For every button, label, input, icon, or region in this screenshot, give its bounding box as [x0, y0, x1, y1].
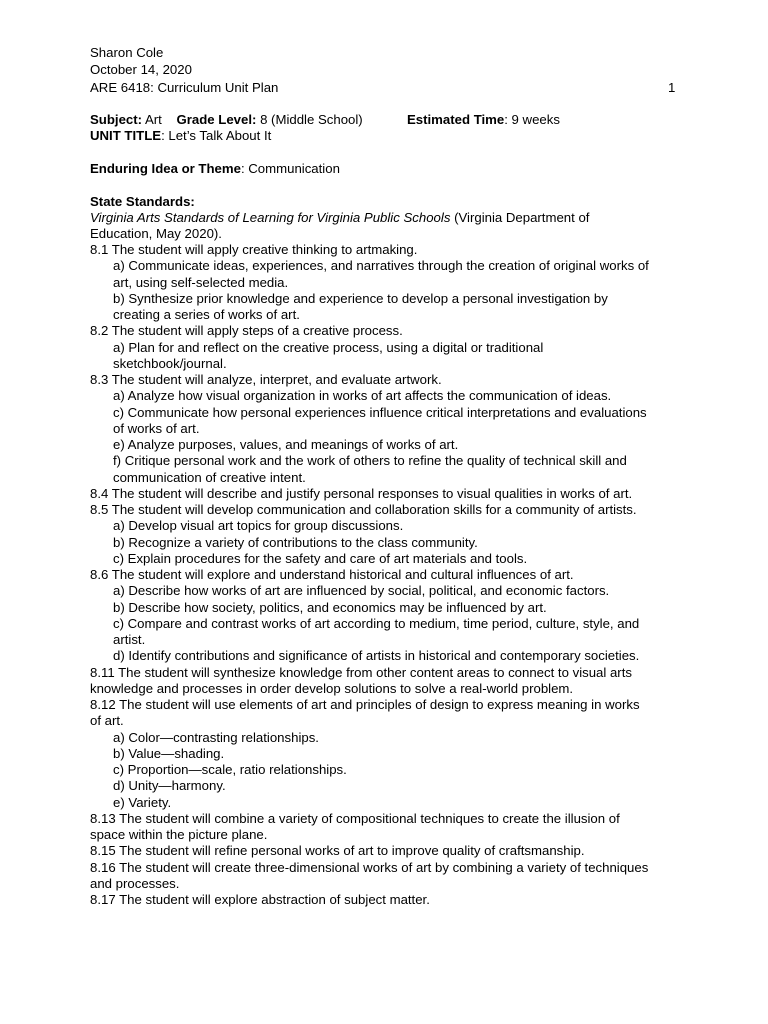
standard-line: creating a series of works of art.: [113, 307, 300, 322]
standards-source-cont: Education, May 2020).: [90, 226, 222, 241]
standard-line: a) Color—contrasting relationships.: [113, 729, 319, 745]
standard-line: of works of art.: [113, 420, 200, 436]
page-number: 1: [668, 80, 676, 95]
standard-line: c) Proportion—scale, ratio relationships.: [113, 762, 347, 777]
standards-heading: State Standards:: [90, 194, 195, 209]
standard-line: artist.: [113, 632, 146, 647]
standard-line: 8.2 The student will apply steps of a creative process.: [90, 323, 403, 339]
standard-line: b) Describe how society, politics, and economics may be influenced by art.: [113, 599, 547, 615]
standard-line: space within the picture plane.: [90, 827, 268, 842]
standard-line: art, using self-selected media.: [113, 274, 289, 290]
standard-line: d) Unity—harmony.: [113, 778, 226, 794]
standard-line: 8.5 The student will develop communication and collaboration skills for a community of artists.: [90, 502, 637, 517]
standards-source-rest: (Virginia Department of: [450, 210, 590, 225]
estimated-time: [407, 112, 560, 128]
standard-line: c) Compare and contrast works of art according to medium, time period, culture, style, and: [113, 615, 640, 631]
unit-value: : Let’s Talk About It: [161, 128, 272, 143]
unit-label: UNIT TITLE: [90, 128, 162, 143]
subject-value: Art: [144, 112, 162, 127]
standards-source-title: Virginia Arts Standards of Learning for Virginia Public Schools: [90, 210, 451, 225]
grade-label: Grade Level:: [176, 112, 257, 127]
subject-label: Subject:: [90, 112, 143, 127]
standard-line: c) Explain procedures for the safety and care of art materials and tools.: [113, 550, 528, 566]
standard-line: 8.13 The student will combine a variety of compositional techniques to create the illusion of: [90, 810, 620, 826]
standard-line: 8.3 The student will analyze, interpret, and evaluate artwork.: [90, 372, 442, 387]
standard-line: 8.15 The student will refine personal works of art to improve quality of craftsmanship.: [90, 843, 585, 859]
standard-line: 8.4 The student will describe and justify personal responses to visual qualities in works of art.: [90, 485, 633, 501]
standard-line: b) Value—shading.: [113, 745, 225, 761]
standard-line: a) Plan for and reflect on the creative process, using a digital or traditional: [113, 339, 544, 355]
standard-line: b) Synthesize prior knowledge and experience to develop a personal investigation by: [113, 290, 608, 306]
grade-value: 8 (Middle School): [260, 112, 363, 127]
standard-line: 8.16 The student will create three-dimensional works of art by combining a variety of techniques: [90, 859, 649, 875]
standard-line: e) Variety.: [113, 794, 172, 810]
standard-line: and processes.: [90, 875, 180, 891]
theme-label: Enduring Idea or Theme: [90, 161, 241, 176]
standard-line: 8.12 The student will use elements of art and principles of design to express meaning in works: [90, 697, 640, 712]
standard-line: d) Identify contributions and significance of artists in historical and contemporary societies.: [113, 648, 640, 664]
standard-line: sketchbook/journal.: [113, 355, 227, 371]
time-label: Estimated Time: [407, 112, 505, 127]
author-name: Sharon Cole: [90, 45, 164, 60]
course-title: ARE 6418: Curriculum Unit Plan: [90, 80, 279, 95]
standards-source: [90, 210, 589, 226]
standard-line: a) Communicate ideas, experiences, and narratives through the creation of original works of: [113, 258, 649, 274]
theme-value: : Communication: [240, 161, 340, 176]
standard-line: b) Recognize a variety of contributions to the class community.: [113, 534, 478, 550]
subject-line: [90, 112, 363, 128]
standard-line: c) Communicate how personal experiences influence critical interpretations and evaluations: [113, 404, 647, 420]
standard-line: a) Analyze how visual organization in works of art affects the communication of ideas.: [113, 388, 612, 404]
standard-line: f) Critique personal work and the work of others to refine the quality of technical skill and: [113, 453, 627, 469]
time-value: : 9 weeks: [504, 112, 560, 127]
standard-line: 8.1 The student will apply creative thinking to artmaking.: [90, 242, 418, 257]
standard-line: knowledge and processes in order develop solutions to solve a real-world problem.: [90, 680, 574, 696]
standard-line: a) Describe how works of art are influenced by social, political, and economic factors.: [113, 583, 610, 599]
standard-line: communication of creative intent.: [113, 469, 306, 485]
unit-title-line: [90, 128, 271, 144]
standard-line: e) Analyze purposes, values, and meanings of works of art.: [113, 437, 459, 452]
theme-line: [90, 161, 340, 177]
standard-line: 8.17 The student will explore abstraction of subject matter.: [90, 892, 430, 907]
standard-line: of art.: [90, 713, 124, 729]
standard-line: a) Develop visual art topics for group discussions.: [113, 518, 404, 534]
standard-line: 8.11 The student will synthesize knowledge from other content areas to connect to visual arts: [90, 664, 632, 680]
standard-line: 8.6 The student will explore and understand historical and cultural influences of art.: [90, 567, 574, 582]
document-date: October 14, 2020: [90, 62, 192, 77]
